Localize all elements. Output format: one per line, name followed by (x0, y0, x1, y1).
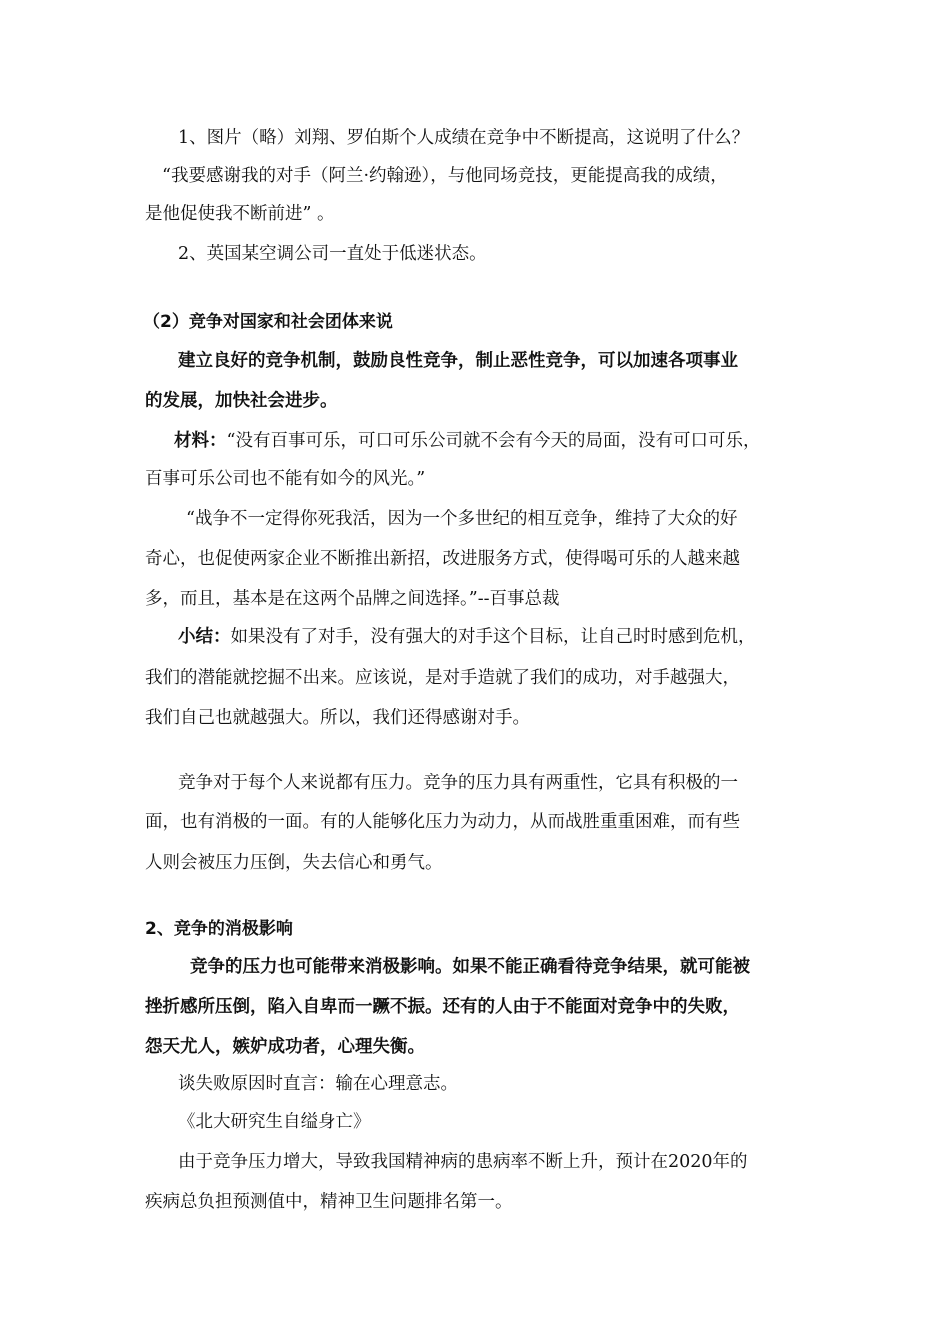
mental-health-line-2: 疾病总负担预测值中，精神卫生问题排名第一。 (145, 1192, 513, 1212)
section-heading-negative: 2、竞争的消极影响 (145, 919, 293, 939)
war-quote-line-3: 多，而且，基本是在这两个品牌之间选择。”--百事总裁 (145, 589, 560, 609)
negative-line-3: 怨天尤人，嫉妒成功者，心理失衡。 (145, 1037, 425, 1057)
question-2: 2、英国某空调公司一直处于低迷状态。 (178, 244, 487, 264)
news-title-line: 《北大研究生自缢身亡》 (178, 1112, 371, 1132)
quote-line-2: 是他促使我不断前进” 。 (145, 204, 335, 224)
negative-line-1: 竞争的压力也可能带来消极影响。如果不能正确看待竞争结果，就可能被 (190, 957, 750, 977)
quote-line-1: “我要感谢我的对手（阿兰·约翰逊），与他同场竞技，更能提高我的成绩， (162, 166, 728, 186)
summary-line-2: 我们的潜能就挖掘不出来。应该说，是对手造就了我们的成功，对手越强大， (145, 668, 740, 688)
summary-label: 小结： (178, 627, 231, 647)
section-heading-national: （2）竞争对国家和社会团体来说 (143, 312, 393, 332)
pressure-line-1: 竞争对于每个人来说都有压力。竞争的压力具有两重性，它具有积极的一 (178, 773, 738, 793)
material-line-2: 百事可乐公司也不能有如今的风光。” (145, 469, 426, 489)
key-point-line-2: 的发展，加快社会进步。 (145, 391, 338, 411)
failure-reason-line: 谈失败原因时直言：输在心理意志。 (178, 1074, 458, 1094)
war-quote-line-2: 奇心，也促使两家企业不断推出新招，改进服务方式，使得喝可乐的人越来越 (145, 549, 740, 569)
mental-health-line-1: 由于竞争压力增大，导致我国精神病的患病率不断上升，预计在2020年的 (178, 1152, 748, 1172)
question-1: 1、图片（略）刘翔、罗伯斯个人成绩在竞争中不断提高，这说明了什么？ (178, 128, 750, 148)
pressure-line-2: 面，也有消极的一面。有的人能够化压力为动力，从而战胜重重困难，而有些 (145, 812, 740, 832)
material-line-1: “没有百事可乐，可口可乐公司就不会有今天的局面，没有可口可乐， (226, 431, 761, 451)
negative-line-2: 挫折感所压倒，陷入自卑而一蹶不振。还有的人由于不能面对竞争中的失败， (145, 997, 740, 1017)
material-label: 材料： (174, 431, 227, 451)
summary-line-3: 我们自己也就越强大。所以，我们还得感谢对手。 (145, 708, 530, 728)
key-point-line-1: 建立良好的竞争机制，鼓励良性竞争，制止恶性竞争，可以加速各项事业 (178, 351, 738, 371)
material-paragraph (174, 429, 760, 453)
summary-line-1: 如果没有了对手，没有强大的对手这个目标，让自己时时感到危机， (230, 627, 756, 647)
pressure-line-3: 人则会被压力压倒，失去信心和勇气。 (145, 853, 443, 873)
war-quote-line-1: “战争不一定得你死我活，因为一个多世纪的相互竞争，维持了大众的好 (186, 509, 738, 529)
summary-paragraph (178, 625, 756, 649)
